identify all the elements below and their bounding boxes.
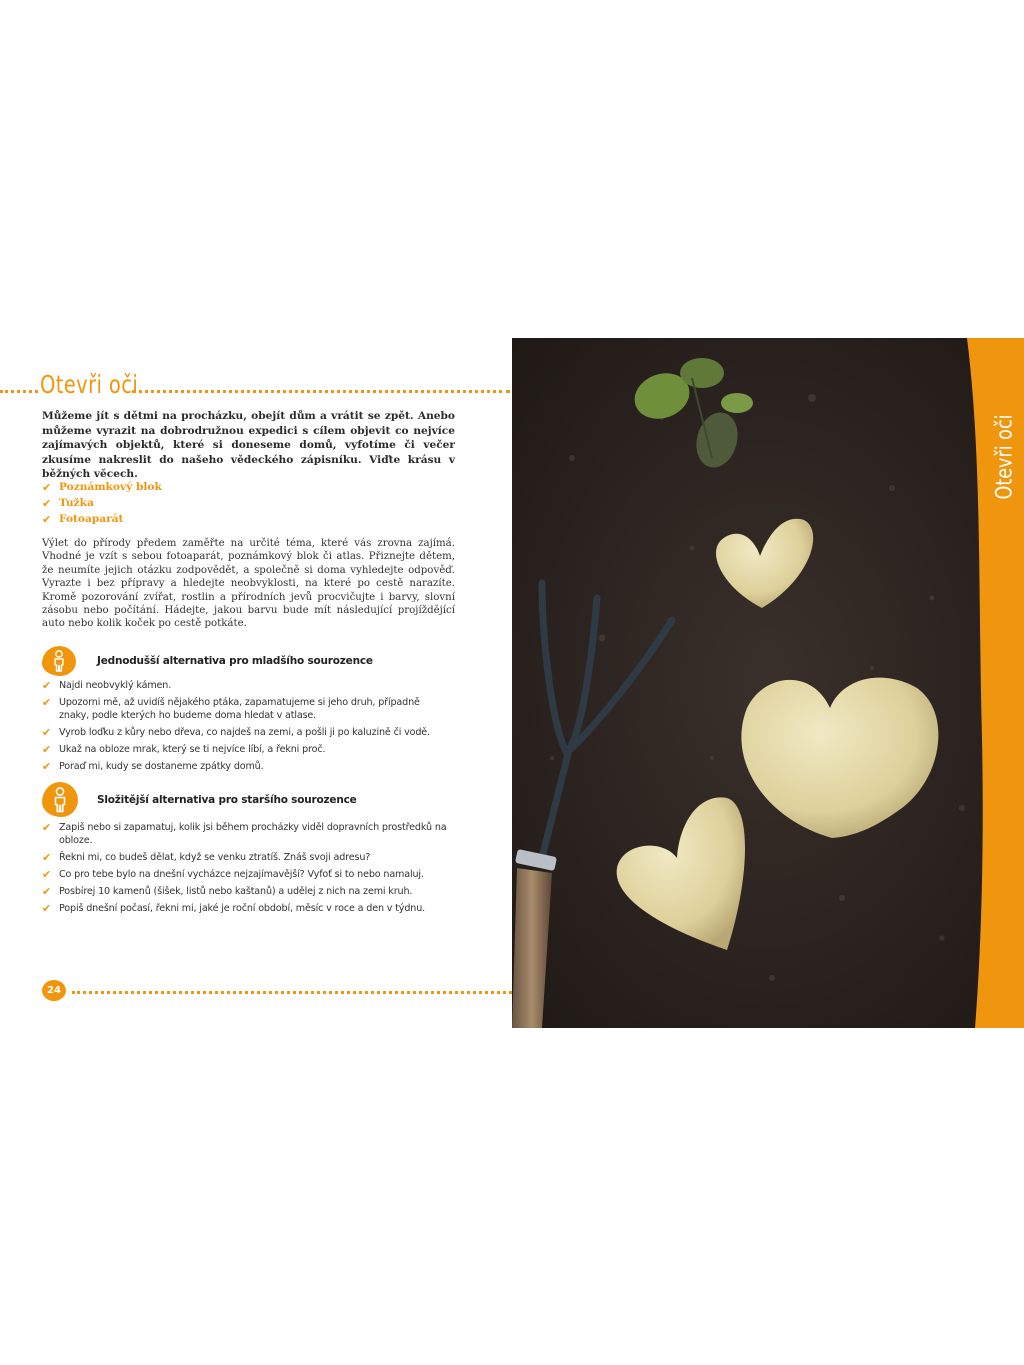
supply-item [42,479,342,495]
photo-heart-potatoes [512,338,1024,1028]
page-title-row [0,370,512,404]
list-item [42,852,452,865]
side-tab-label: Otevři oči [992,414,1018,500]
page-footer [42,980,512,1002]
list-item-text: Posbírej 10 kamenů (šišek, listů nebo kaštanů) a udělej z nich na zemi kruh. [59,885,413,897]
check-icon: ✔ [42,496,52,510]
list-item-text: Upozorni mě, až uvidíš nějakého ptáka, zapamatujeme si jeho druh, případně znaky, podle kterých ho budeme doma hledat v atlase. [59,696,420,721]
list-item-text: Ukaž na obloze mrak, který se ti nejvíce líbí, a řekni proč. [59,743,326,755]
check-icon: ✔ [42,742,52,756]
supply-label: Poznámkový blok [59,481,162,493]
check-icon: ✔ [42,725,52,739]
section-header [42,782,472,818]
list-item-text: Řekni mi, co budeš dělat, když se venku ztratíš. Znáš svoji adresu? [59,851,371,863]
section-title: Jednodušší alternativa pro mladšího sourozence [97,655,373,667]
list-item-text: Co pro tebe bylo na dnešní vycházce nejzajímavější? Vyfoť si to nebo namaluj. [59,868,424,880]
supplies-list [42,479,342,527]
list-item-text: Popiš dnešní počasí, řekni mi, jaké je roční období, měsíc v roce a den v týdnu. [59,902,426,914]
check-icon: ✔ [42,679,52,692]
check-icon: ✔ [42,695,52,709]
supply-item [42,511,342,527]
list-item [42,869,452,882]
check-icon: ✔ [42,901,52,915]
list-item [42,822,452,847]
left-page [0,336,512,1028]
check-icon: ✔ [42,867,52,881]
child-icon [42,782,78,817]
list-item [42,744,452,757]
section-title: Složitější alternativa pro staršího sourozence [97,794,357,806]
check-icon: ✔ [42,821,52,834]
task-list [42,822,452,920]
title-dotted-line-left [0,390,38,393]
supply-label: Fotoaparát [59,513,124,525]
list-item-text: Poraď mi, kudy se dostaneme zpátky domů. [59,760,264,772]
list-item [42,697,452,722]
intro-paragraph: Můžeme jít s dětmi na procházku, obejít dům a vrátit se zpět. Anebo můžeme vyrazit na dobrodružnou expedici s cílem objevit co nejvíce zajímavých objektů, které si doneseme domů, vyfotíme či večer zkusíme nakreslit do našeho vědeckého zápisníku. Viďte krásu v běžných věcech. [42,410,455,480]
check-icon: ✔ [42,512,52,526]
footer-dotted-line [72,991,512,994]
list-item [42,903,452,916]
check-icon: ✔ [42,759,52,773]
side-tab [985,412,1024,502]
easy-alternative-section [42,646,472,773]
title-dotted-line-right [132,390,510,393]
hard-alternative-section [42,782,472,915]
supply-label: Tužka [59,497,94,509]
check-icon: ✔ [42,850,52,864]
supply-item [42,495,342,511]
page-number: 24 [42,980,66,1001]
list-item-text: Vyrob loďku z kůry nebo dřeva, co najdeš na zemi, a pošli ji po kaluzině či vodě. [59,726,430,738]
list-item [42,727,452,740]
child-icon [42,646,76,676]
list-item-text: Zapiš nebo si zapamatuj, kolik jsi během procházky viděl dopravních prostředků na obloze. [59,822,447,846]
page-title: Otevři oči [40,370,139,399]
list-item [42,680,452,693]
check-icon: ✔ [42,884,52,898]
list-item-text: Najdi neobvyklý kámen. [59,680,172,691]
list-item [42,886,452,899]
list-item [42,761,452,774]
task-list [42,680,452,778]
section-header [42,646,472,682]
body-paragraph: Výlet do přírody předem zaměřte na určité téma, které vás zrovna zajímá. Vhodné je vzít s sebou fotoaparát, poznámkový blok či atlas. Přiznejte dětem, že neumíte jejich otázku zodpovědět, a společně si doma vyhledejte odpověď. Vyrazte i bez přípravy a hledejte neobvyklosti, na které po cestě narazíte. Kromě pozorování zvířat, rostlin a přírodních jevů procvičujte i barvy, slovní zásobu nebo počítání. Hádejte, jakou barvu bude mít následující projíždějící auto nebo kolik koček po cestě potkáte. [42,538,455,630]
check-icon: ✔ [42,480,52,494]
